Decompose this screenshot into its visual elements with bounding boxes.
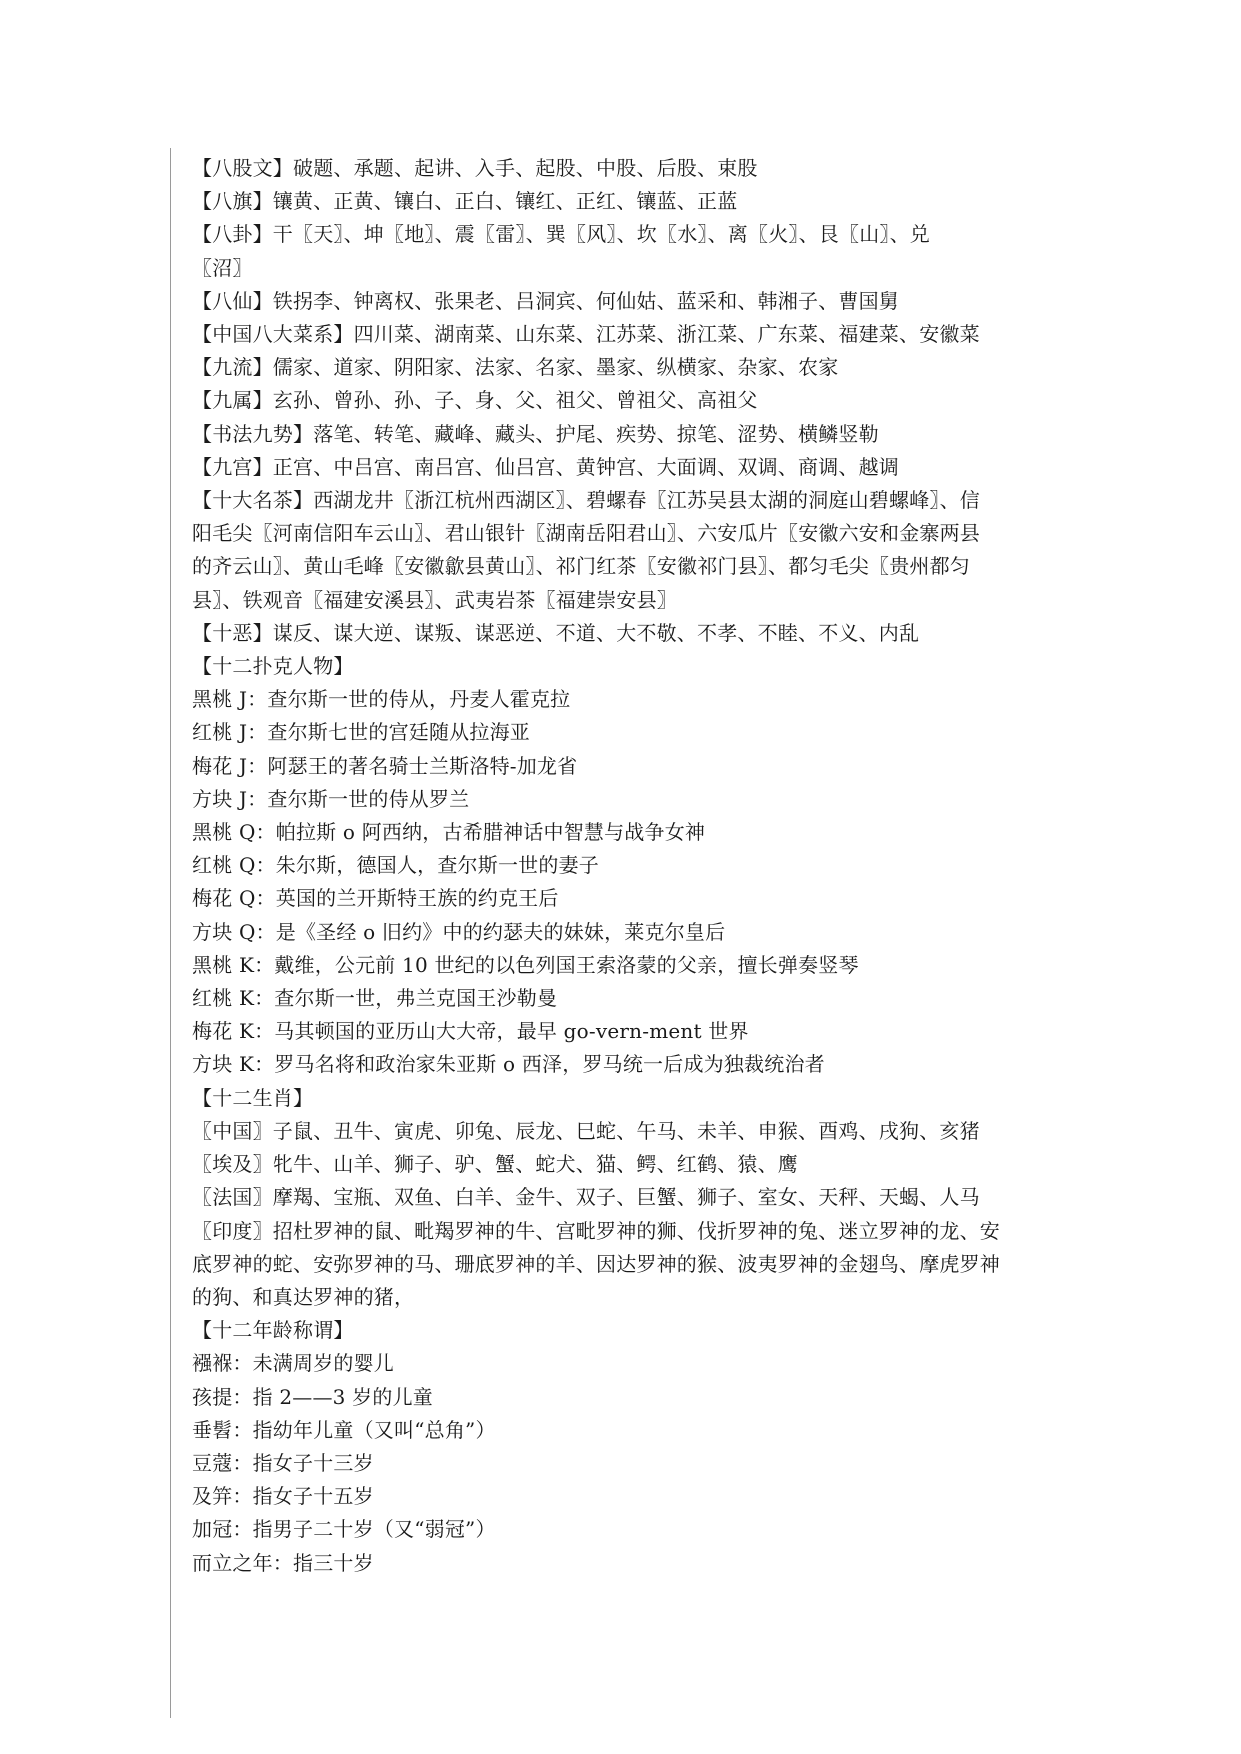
text-line: 〖埃及〗牝牛、山羊、狮子、驴、蟹、蛇犬、猫、鳄、红鹤、猿、鹰	[192, 1152, 798, 1177]
text-line: 红桃 J：查尔斯七世的宫廷随从拉海亚	[192, 720, 530, 745]
text-line: 〖印度〗招杜罗神的鼠、毗羯罗神的牛、宫毗罗神的狮、伐折罗神的兔、迷立罗神的龙、安	[192, 1218, 1000, 1243]
text-line: 黑桃 K：戴维，公元前 10 世纪的以色列国王索洛蒙的父亲，擅长弹奏竖琴	[192, 952, 859, 977]
text-line: 红桃 Q：朱尔斯，德国人，查尔斯一世的妻子	[192, 853, 599, 878]
text-line: 梅花 K：马其顿国的亚历山大大帝，最早 go-vern-ment 世界	[192, 1019, 749, 1044]
text-line: 【八仙】铁拐李、钟离权、张果老、吕洞宾、何仙姑、蓝采和、韩湘子、曹国舅	[192, 288, 899, 313]
text-line: 【八股文】破题、承题、起讲、入手、起股、中股、后股、束股	[192, 156, 758, 180]
text-line: 襁褓：未满周岁的婴儿	[192, 1351, 394, 1376]
text-line: 加冠：指男子二十岁（又“弱冠”）	[192, 1517, 496, 1542]
margin-rule	[170, 148, 171, 1718]
text-line: 【九宫】正宫、中吕宫、南吕宫、仙吕宫、黄钟宫、大面调、双调、商调、越调	[192, 454, 899, 479]
text-line: 豆蔻：指女子十三岁	[192, 1450, 374, 1475]
text-line: 【九流】儒家、道家、阴阳家、法家、名家、墨家、纵横家、杂家、农家	[192, 355, 839, 380]
text-line: 【八旗】镶黄、正黄、镶白、正白、镶红、正红、镶蓝、正蓝	[192, 189, 738, 214]
text-line: 及笄：指女子十五岁	[192, 1484, 374, 1509]
section-heading: 【十二年龄称谓】	[192, 1318, 354, 1343]
text-line: 县〗、铁观音〖福建安溪县〗、武夷岩茶〖福建崇安县〗	[192, 587, 677, 612]
text-line: 梅花 Q：英国的兰开斯特王族的约克王后	[192, 886, 559, 911]
text-line: 【八卦】干〖天〗、坤〖地〗、震〖雷〗、巽〖风〗、坎〖水〗、离〖火〗、艮〖山〗、兑	[192, 222, 930, 247]
text-line: 阳毛尖〖河南信阳车云山〗、君山银针〖湖南岳阳君山〗、六安瓜片〖安徽六安和金寨两县	[192, 521, 980, 546]
section-heading: 【十二生肖】	[192, 1085, 314, 1110]
text-line: 梅花 J：阿瑟王的著名骑士兰斯洛特-加龙省	[192, 753, 578, 778]
text-line: 孩提：指 2——3 岁的儿童	[192, 1384, 433, 1409]
text-line: 【十大名茶】西湖龙井〖浙江杭州西湖区〗、碧螺春〖江苏吴县太湖的洞庭山碧螺峰〗、信	[192, 488, 980, 513]
text-line: 红桃 K：查尔斯一世，弗兰克国王沙勒曼	[192, 986, 558, 1011]
document-body	[192, 152, 1062, 1580]
text-line: 〖法国〗摩羯、宝瓶、双鱼、白羊、金牛、双子、巨蟹、狮子、室女、天秤、天蝎、人马	[192, 1185, 980, 1210]
text-line: 垂髫：指幼年儿童（又叫“总角”）	[192, 1417, 496, 1442]
text-line: 方块 Q：是《圣经 o 旧约》中的约瑟夫的妹妹，莱克尔皇后	[192, 919, 726, 944]
text-line: 〖中国〗子鼠、丑牛、寅虎、卯兔、辰龙、巳蛇、午马、未羊、申猴、酉鸡、戌狗、亥猪	[192, 1118, 980, 1143]
text-line: 方块 J：查尔斯一世的侍从罗兰	[192, 786, 470, 811]
text-line: 的狗、和真达罗神的猪，	[192, 1284, 415, 1309]
text-line: 【九属】玄孙、曾孙、孙、子、身、父、祖父、曾祖父、高祖父	[192, 388, 758, 413]
text-line: 黑桃 J：查尔斯一世的侍从，丹麦人霍克拉	[192, 687, 571, 712]
text-line: 黑桃 Q：帕拉斯 o 阿西纳，古希腊神话中智慧与战争女神	[192, 820, 706, 845]
text-line: 方块 K：罗马名将和政治家朱亚斯 o 西泽，罗马统一后成为独裁统治者	[192, 1052, 825, 1077]
text-line: 【书法九势】落笔、转笔、藏峰、藏头、护尾、疾势、掠笔、涩势、横鳞竖勒	[192, 421, 879, 446]
text-line: 的齐云山〗、黄山毛峰〖安徽歙县黄山〗、祁门红茶〖安徽祁门县〗、都匀毛尖〖贵州都匀	[192, 554, 970, 579]
text-line: 〖沼〗	[192, 255, 253, 280]
text-line: 底罗神的蛇、安弥罗神的马、珊底罗神的羊、因达罗神的猴、波夷罗神的金翅鸟、摩虎罗神	[192, 1251, 1000, 1276]
section-heading: 【十二扑克人物】	[192, 654, 354, 679]
text-line: 【中国八大菜系】四川菜、湖南菜、山东菜、江苏菜、浙江菜、广东菜、福建菜、安徽菜	[192, 322, 980, 347]
text-line: 【十恶】谋反、谋大逆、谋叛、谋恶逆、不道、大不敬、不孝、不睦、不义、内乱	[192, 620, 920, 645]
text-line: 而立之年：指三十岁	[192, 1550, 374, 1575]
